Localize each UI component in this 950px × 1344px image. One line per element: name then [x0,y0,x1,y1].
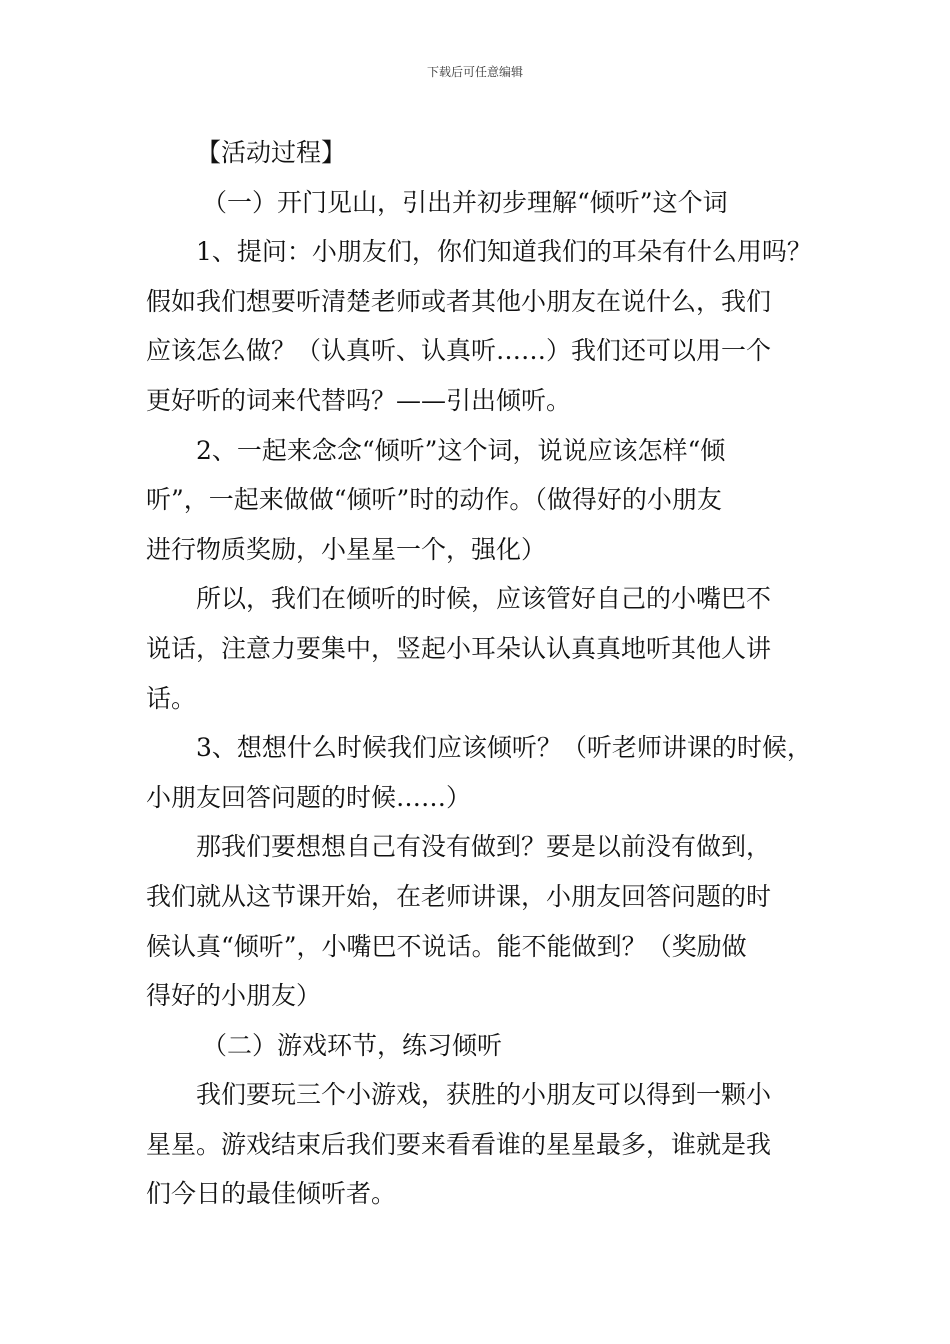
paragraph-line: 那我们要想想自己有没有做到？要是以前没有做到， [196,832,772,862]
paragraph-line: 我们要玩三个小游戏，获胜的小朋友可以得到一颗小 [196,1080,772,1110]
paragraph-line: 3、想想什么时候我们应该倾听？（听老师讲课的时候， [196,733,812,763]
paragraph-line: 应该怎么做？（认真听、认真听……）我们还可以用一个 [146,336,772,366]
subsection-heading-2: （二）游戏环节，练习倾听 [202,1030,503,1060]
document-body [146,128,826,1219]
paragraph-line: 说话，注意力要集中，竖起小耳朵认认真真地听其他人讲 [146,633,772,663]
paragraph-line: 候认真“倾听”，小嘴巴不说话。能不能做到？（奖励做 [146,931,747,961]
paragraph-line: 听”，一起来做做“倾听”时的动作。（做得好的小朋友 [146,485,722,515]
paragraph-line: 2、一起来念念“倾听”这个词，说说应该怎样“倾 [196,435,726,465]
paragraph-line: 1、提问：小朋友们，你们知道我们的耳朵有什么用吗？ [196,237,812,267]
paragraph-line: 假如我们想要听清楚老师或者其他小朋友在说什么，我们 [146,286,772,316]
paragraph-line: 进行物质奖励，小星星一个，强化） [146,534,547,564]
paragraph-line: 们今日的最佳倾听者。 [146,1179,397,1209]
subsection-heading-1: （一）开门见山，引出并初步理解“倾听”这个词 [202,187,728,217]
paragraph-line: 小朋友回答问题的时候……） [146,782,472,812]
paragraph-line: 星星。游戏结束后我们要来看看谁的星星最多，谁就是我 [146,1129,772,1159]
paragraph-line: 得好的小朋友） [146,981,322,1011]
page-header-note: 下载后可任意编辑 [426,65,523,79]
paragraph-line: 话。 [146,683,197,713]
paragraph-line: 所以，我们在倾听的时候，应该管好自己的小嘴巴不 [196,584,772,614]
paragraph-line: 我们就从这节课开始，在老师讲课，小朋友回答问题的时 [146,881,772,911]
paragraph-line: 更好听的词来代替吗？——引出倾听。 [146,385,572,415]
section-heading-activity-process: 【活动过程】 [196,138,347,167]
